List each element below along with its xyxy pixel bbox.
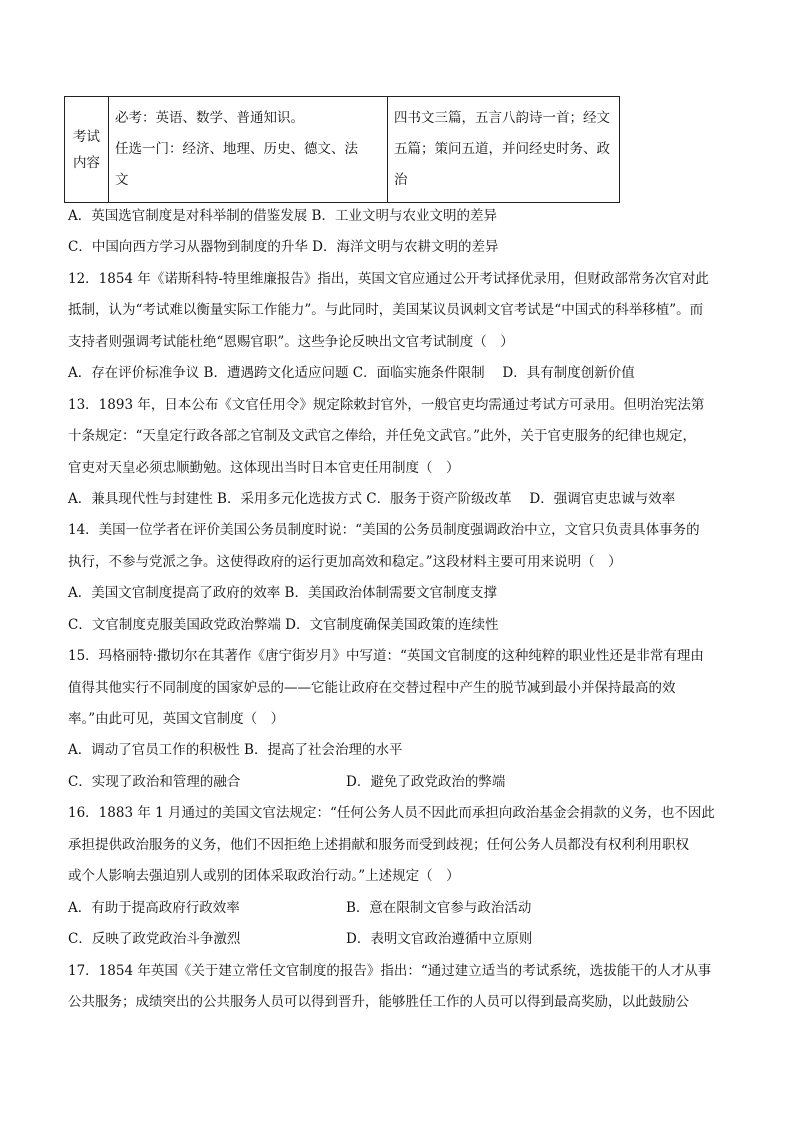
question-16-text: 16．1883 年 1 月通过的美国文官法规定：“任何公务人员不因此而承担向政治基金会捐款的义务，也不因此 (68, 805, 715, 821)
question-12-text: 抵制，认为“考试难以衡量实际工作能力”。与此同时，美国某议员讽刺文官考试是“中国式的科举移植”。而 (68, 302, 704, 318)
question-15-options: A．调动了官员工作的积极性 B．提高了社会治理的水平 (68, 742, 403, 758)
question-13-text: 十条规定：“天皇定行政各部之官制及文武官之俸给，并任免文武官。”此外，关于官吏服务的纪律也规定， (68, 428, 697, 444)
question-15-option-c: C．实现了政治和管理的融合 (68, 774, 241, 790)
question-13-options: A．兼具现代性与封建性 B．采用多元化选拔方式 C．服务于资产阶级改革 D．强调官吏忠诚与效率 (68, 491, 676, 507)
option-line: C．中国向西方学习从器物到制度的升华 D．海洋文明与农耕文明的差异 (68, 239, 499, 255)
question-12-text: 12．1854 年《诺斯科特-特里维廉报告》指出，英国文官应通过公开考试择优录用，但财政部常务次官对此 (68, 271, 709, 287)
exam-content-table (64, 96, 620, 203)
table-row-label (65, 97, 109, 203)
question-14-options: C．文官制度克服美国政党政治弊端 D．文官制度确保美国政策的连续性 (68, 617, 499, 633)
question-16-text: 承担提供政治服务的义务，他们不因拒绝上述捐献和服务而受到歧视；任何公务人员都没有权利利用职权 (68, 837, 689, 853)
question-13-text: 13．1893 年，日本公布《文官任用令》规定除敕封官外，一般官吏均需通过考试方可录用。但明治宪法第 (68, 397, 705, 413)
label-line-2: 内容 (73, 154, 100, 171)
question-14-text: 14．美国一位学者在评价美国公务员制度时说：“美国的公务员制度强调政治中立，文官只负责具体事务的 (68, 522, 700, 538)
cell-line: 五篇；策问五道，并问经史时务、政 (394, 141, 610, 157)
question-17-text: 17．1854 年英国《关于建立常任文官制度的报告》指出：“通过建立适当的考试系统，选拔能干的人才从事 (68, 963, 712, 979)
cell-line: 文 (115, 172, 129, 188)
question-14-text: 执行，不参与党派之争。这使得政府的运行更加高效和稳定。”这段材料主要可用来说明（ ） (68, 554, 622, 570)
question-12-options: A．存在评价标准争议 B．遭遇跨文化适应问题 C．面临实施条件限制 D．具有制度创新价值 (68, 365, 635, 381)
question-16-option-a: A．有助于提高政府行政效率 (68, 900, 240, 916)
cell-line: 四书文三篇，五言八韵诗一首；经文 (394, 110, 610, 126)
question-15-text: 率。”由此可见，英国文官制度（ ） (68, 711, 285, 727)
question-15-text: 值得其他实行不同制度的国家妒忌的——它能让政府在交替过程中产生的脱节减到最小并保持最高的效 (68, 680, 676, 696)
option-line: A．英国选官制度是对科举制的借鉴发展 B．工业文明与农业文明的差异 (68, 208, 497, 224)
cell-line: 治 (394, 172, 408, 188)
question-16-option-b: B．意在限制文官参与政治活动 (346, 900, 532, 916)
question-17-text: 公共服务；成绩突出的公共服务人员可以得到晋升，能够胜任工作的人员可以得到最高奖励，以此鼓励公 (68, 994, 689, 1010)
question-16-option-c: C．反映了政党政治斗争激烈 (68, 931, 241, 947)
question-15-option-d: D．避免了政党政治的弊端 (346, 774, 506, 790)
keju-exam-content-cell (388, 97, 620, 203)
question-16-text: 或个人影响去强迫别人或别的团体采取政治行动。”上述规定（ ） (68, 868, 460, 884)
label-line-1: 考试 (73, 128, 100, 145)
question-16-option-d: D．表明文官政治遵循中立原则 (346, 931, 533, 947)
question-15-text: 15．玛格丽特·撒切尔在其著作《唐宁街岁月》中写道：“英国文官制度的这种纯粹的职业性还是非常有理由 (68, 648, 704, 664)
question-14-options: A．美国文官制度提高了政府的效率 B．美国政治体制需要文官制度支撑 (68, 585, 497, 601)
cell-line: 必考：英语、数学、普通知识。 (115, 110, 304, 126)
question-13-text: 官吏对天皇必须忠顺勤勉。这体现出当时日本官吏任用制度（ ） (68, 460, 460, 476)
cell-line: 任选一门：经济、地理、历史、德文、法 (115, 141, 358, 157)
british-exam-content-cell (109, 97, 388, 203)
question-12-text: 支持者则强调考试能杜绝“恩赐官职”。这些争论反映出文官考试制度（ ） (68, 334, 514, 350)
